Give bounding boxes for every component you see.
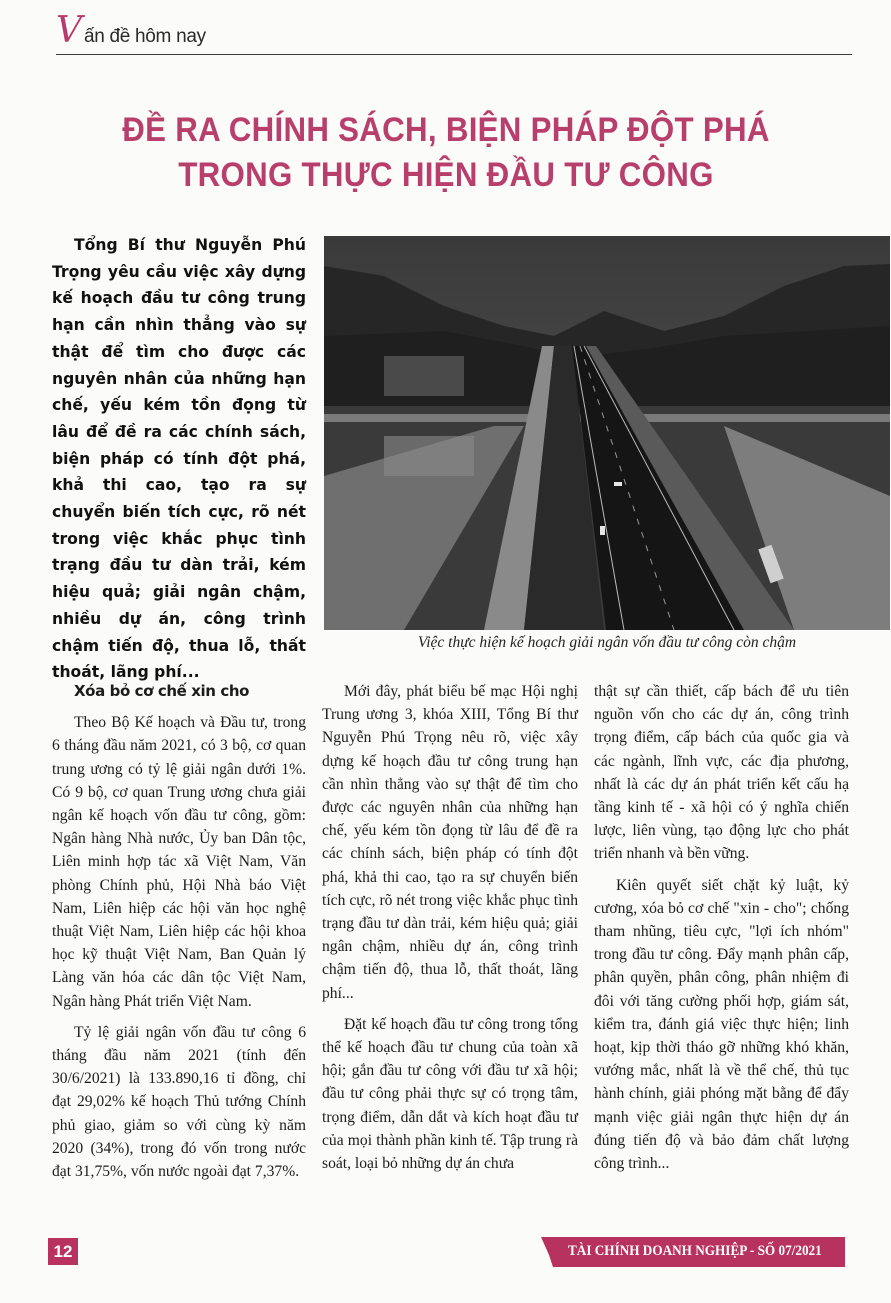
article-title [91, 108, 801, 198]
subheading: Xóa bỏ cơ chế xin cho [74, 682, 250, 700]
section-initial: V [56, 10, 82, 51]
article-column-3 [594, 680, 849, 1183]
paragraph: Kiên quyết siết chặt kỷ luật, kỷ cương, xóa bỏ cơ chế "xin - cho"; chống tham nhũng, tiêu cực, "lợi ích nhóm" trong đầu tư công. Đẩy mạnh phân cấp, phân quyền, phân công, phân nhiệm đi đôi với tăng cường phối hợp, giám sát, kiểm tra, đánh giá việc thực hiện; linh hoạt, kịp thời tháo gỡ những khó khăn, vướng mắc, nhất là về thể chế, thủ tục hành chính, giải phóng mặt bằng để đẩy mạnh việc giải ngân thực hiện dự án đúng tiến độ và bảo đảm chất lượng công trình... [594, 876, 849, 1173]
paragraph: Mới đây, phát biểu bế mạc Hội nghị Trung ương 3, khóa XIII, Tổng Bí thư Nguyễn Phú Trọng nêu rõ, việc xây dựng kế hoạch đầu tư công trung hạn cần nhìn thẳng vào sự thật để tìm cho được các nguyên nhân của những hạn chế, yếu kém tồn đọng từ lâu để đề ra các chính sách, biện pháp có tính đột phá, khả thi cao, tạo ra sự chuyển biến tích cực, rõ nét trong việc khắc phục tình trạng đầu tư dàn trải, kém hiệu quả; giải ngân chậm, nhiều dự án, công trình chậm tiến độ, thua lỗ, thất thoát, lãng phí... [322, 683, 578, 1002]
section-label: ấn đề hôm nay [84, 26, 206, 47]
article-column-2 [322, 680, 578, 1183]
paragraph: Theo Bộ Kế hoạch và Đầu tư, trong 6 tháng đầu năm 2021, có 3 bộ, cơ quan trung ương có tỷ lệ giải ngân dưới 1%. Có 9 bộ, cơ quan Trung ương chưa giải ngân kế hoạch vốn đầu tư công, gồm: Ngân hàng Nhà nước, Ủy ban Dân tộc, Liên minh hợp tác xã Việt Nam, Văn phòng Chính phủ, Hội Nhà báo Việt Nam, Liên hiệp các hội văn học nghệ thuật Việt Nam, Liên hiệp các hội khoa học kỹ thuật Việt Nam, Ban Quản lý Làng văn hóa các dân tộc Việt Nam, Ngân hàng Phát triển Việt Nam. [52, 714, 306, 1010]
title-line-2: TRONG THỰC HIỆN ĐẦU TƯ CÔNG [178, 156, 714, 194]
highway-photo [324, 236, 890, 630]
section-header [56, 10, 852, 55]
photo-caption: Việc thực hiện kế hoạch giải ngân vốn đầu tư công còn chậm [417, 634, 797, 651]
highway-photo-illustration [324, 236, 890, 630]
paragraph: thật sự cần thiết, cấp bách để ưu tiên nguồn vốn cho các dự án, công trình trọng điểm, cấp bách của quốc gia và các ngành, lĩnh vực, các địa phương, nhất là các dự án phát triển kết cấu hạ tầng kinh tế - xã hội có ý nghĩa chiến lược, liên vùng, tạo động lực cho phát triển nhanh và bền vững. [594, 683, 849, 863]
article-lead: Tổng Bí thư Nguyễn Phú Trọng yêu cầu việc xây dựng kế hoạch đầu tư công trung hạn cần nhìn thẳng vào sự thật để tìm cho được các nguyên nhân của những hạn chế, yếu kém tồn đọng từ lâu để đề ra các chính sách, biện pháp có tính đột phá, khả thi cao, tạo ra sự chuyển biến tích cực, rõ nét trong việc khắc phục tình trạng đầu tư dàn trải, kém hiệu quả; giải ngân chậm, nhiều dự án, công trình chậm tiến độ, thua lỗ, thất thoát, lãng phí... [52, 236, 306, 682]
title-line-1: ĐỀ RA CHÍNH SÁCH, BIỆN PHÁP ĐỘT PHÁ [122, 111, 770, 149]
paragraph: Tỷ lệ giải ngân vốn đầu tư công 6 tháng đầu năm 2021 (tính đến 30/6/2021) là 133.890,16 tỉ đồng, chỉ đạt 29,02% kế hoạch Thủ tướng Chính phủ giao, giảm so với cùng kỳ năm 2020 (34%), trong đó vốn trong nước đạt 31,75%, vốn nước ngoài đạt 7,37%. [52, 1023, 306, 1181]
paragraph: Đặt kế hoạch đầu tư công trong tổng thể kế hoạch đầu tư chung của toàn xã hội; gắn đầu tư công với đầu tư xã hội; đầu tư công phải thực sự có trọng tâm, trọng điểm, dẫn dắt và kích hoạt đầu tư của mọi thành phần kinh tế. Tập trung rà soát, loại bỏ những dự án chưa [322, 1015, 578, 1173]
page-number: 12 [48, 1238, 78, 1265]
article-column-1 [52, 680, 306, 1191]
publication-name: TÀI CHÍNH DOANH NGHIỆP - SỐ 07/2021 [568, 1243, 822, 1259]
